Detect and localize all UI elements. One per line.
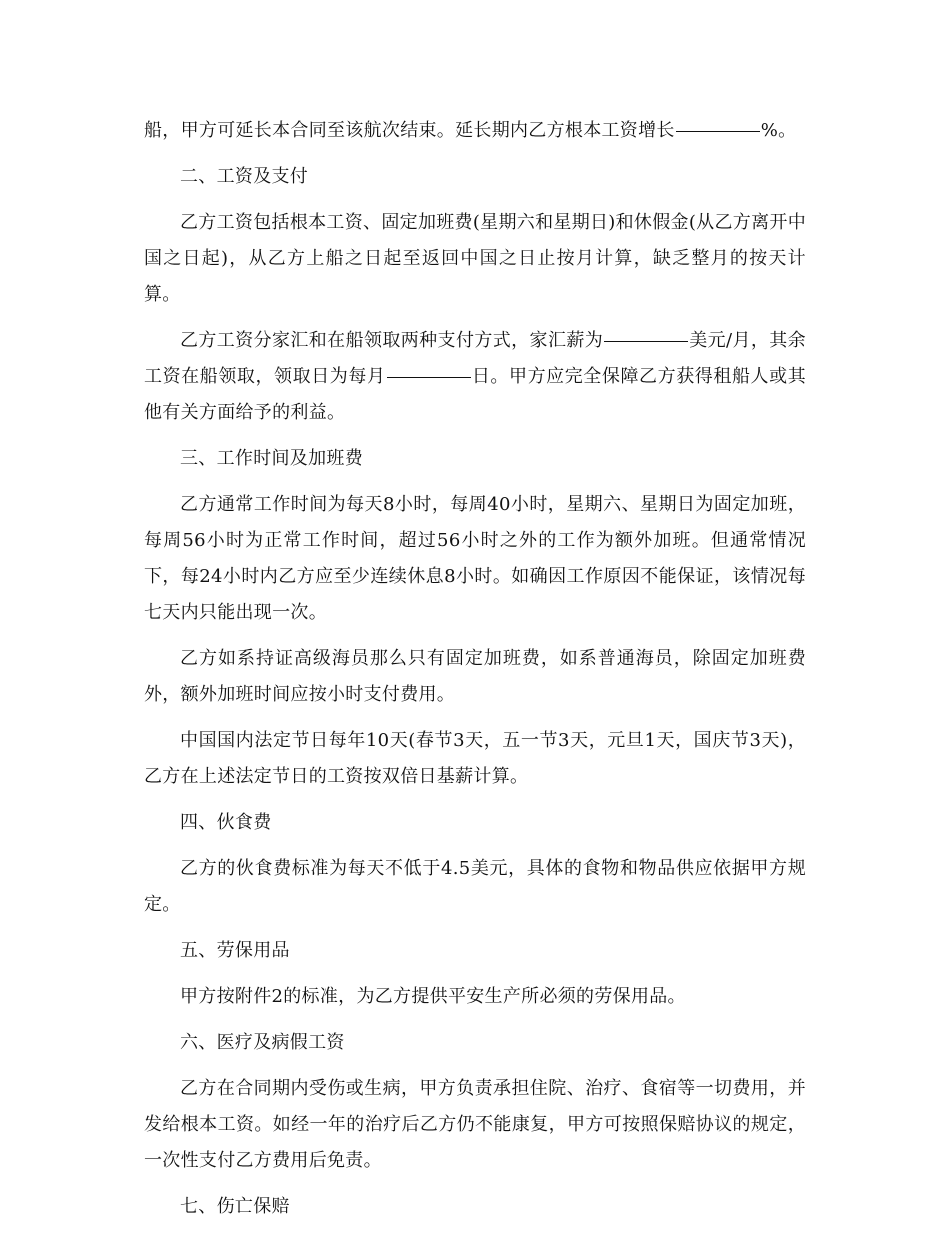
section-heading-wages: 二、工资及支付	[180, 166, 309, 187]
paragraph-holidays: 中国国内法定节日每年10天(春节3天，五一节3天，元旦1天，国庆节3天)，乙方在上述法定节日的工资按双倍日基薪计算。	[144, 730, 806, 787]
paragraph-text: %。	[760, 120, 797, 141]
paragraph-working-hours: 乙方通常工作时间为每天8小时，每周40小时，星期六、星期日为固定加班，每周56小时为正常工作时间，超过56小时之外的工作为额外加班。但通常情况下，每24小时内乙方应至少连续休息8小时。如确因工作原因不能保证，该情况每七天内只能出现一次。	[144, 494, 806, 623]
paragraph-text: 乙方工资分家汇和在船领取两种支付方式，家汇薪为	[180, 330, 604, 351]
paragraph-medical: 乙方在合同期内受伤或生病，甲方负责承担住院、治疗、食宿等一切费用，并发给根本工资。如经一年的治疗后乙方仍不能康复，甲方可按照保赔协议的规定，一次性支付乙方费用后免责。	[144, 1078, 806, 1171]
section-heading-meals: 四、伙食费	[180, 812, 272, 833]
paragraph-contract-extension	[144, 113, 806, 149]
paragraph-wage-payment	[144, 323, 806, 431]
blank-field	[676, 130, 760, 132]
document-body	[144, 113, 806, 1235]
section-heading-working-hours: 三、工作时间及加班费	[180, 448, 363, 469]
paragraph-overtime: 乙方如系持证高级海员那么只有固定加班费，如系普通海员，除固定加班费外，额外加班时间应按小时支付费用。	[144, 648, 806, 705]
section-heading-injury-compensation: 七、伤亡保赔	[180, 1196, 290, 1217]
paragraph-meals: 乙方的伙食费标准为每天不低于4.5美元，具体的食物和物品供应依据甲方规定。	[144, 858, 806, 915]
paragraph-protective-gear: 甲方按附件2的标准，为乙方提供平安生产所必须的劳保用品。	[180, 986, 686, 1007]
section-heading-medical: 六、医疗及病假工资	[180, 1032, 345, 1053]
paragraph-text: 船，甲方可延长本合同至该航次结束。延长期内乙方根本工资增长	[144, 120, 675, 141]
paragraph-wage-composition: 乙方工资包括根本工资、固定加班费(星期六和星期日)和休假金(从乙方离开中国之日起)，从乙方上船之日起至返回中国之日止按月计算，缺乏整月的按天计算。	[144, 212, 806, 305]
paragraph-text: 美元/月，其余工资在船领取，领取日为每月	[144, 330, 806, 387]
blank-field	[604, 340, 688, 342]
paragraph-text: 日。甲方应完全保障乙方获得租船人或其他有关方面给予的利益。	[144, 366, 806, 423]
blank-field	[387, 376, 471, 378]
section-heading-protective-gear: 五、劳保用品	[180, 940, 290, 961]
